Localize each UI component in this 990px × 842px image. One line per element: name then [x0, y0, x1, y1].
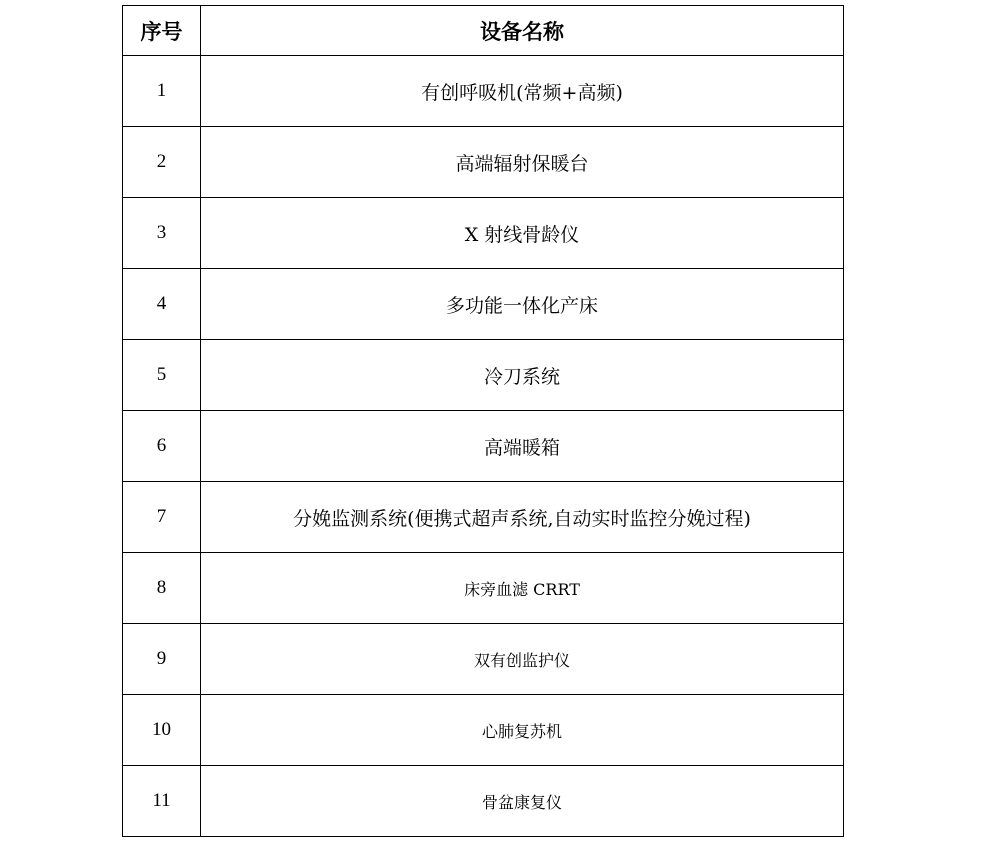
row-index: 9	[123, 624, 201, 695]
header-index: 序号	[123, 6, 201, 56]
table-row	[123, 269, 844, 340]
row-index: 6	[123, 411, 201, 482]
row-index: 11	[123, 766, 201, 837]
row-index: 3	[123, 198, 201, 269]
row-index: 1	[123, 56, 201, 127]
row-index: 5	[123, 340, 201, 411]
table-row	[123, 695, 844, 766]
row-equipment-name: 心肺复苏机	[201, 695, 844, 766]
table-row	[123, 553, 844, 624]
row-equipment-name: 骨盆康复仪	[201, 766, 844, 837]
row-equipment-name: 多功能一体化产床	[201, 269, 844, 340]
row-index: 8	[123, 553, 201, 624]
row-index: 4	[123, 269, 201, 340]
row-equipment-name: 分娩监测系统(便携式超声系统,自动实时监控分娩过程)	[201, 482, 844, 553]
row-equipment-name: X 射线骨龄仪	[201, 198, 844, 269]
table-row	[123, 482, 844, 553]
header-equipment-name: 设备名称	[201, 6, 844, 56]
row-equipment-name: 冷刀系统	[201, 340, 844, 411]
row-index: 2	[123, 127, 201, 198]
row-index: 10	[123, 695, 201, 766]
row-index: 7	[123, 482, 201, 553]
row-equipment-name: 床旁血滤 CRRT	[201, 553, 844, 624]
equipment-table	[122, 5, 844, 837]
table-row	[123, 340, 844, 411]
row-equipment-name: 高端暖箱	[201, 411, 844, 482]
table-row	[123, 127, 844, 198]
table-row	[123, 411, 844, 482]
table-row	[123, 624, 844, 695]
table-row	[123, 56, 844, 127]
table-header-row	[123, 6, 844, 56]
row-equipment-name: 有创呼吸机(常频+高频)	[201, 56, 844, 127]
row-equipment-name: 高端辐射保暖台	[201, 127, 844, 198]
row-equipment-name: 双有创监护仪	[201, 624, 844, 695]
table-row	[123, 198, 844, 269]
table-row	[123, 766, 844, 837]
